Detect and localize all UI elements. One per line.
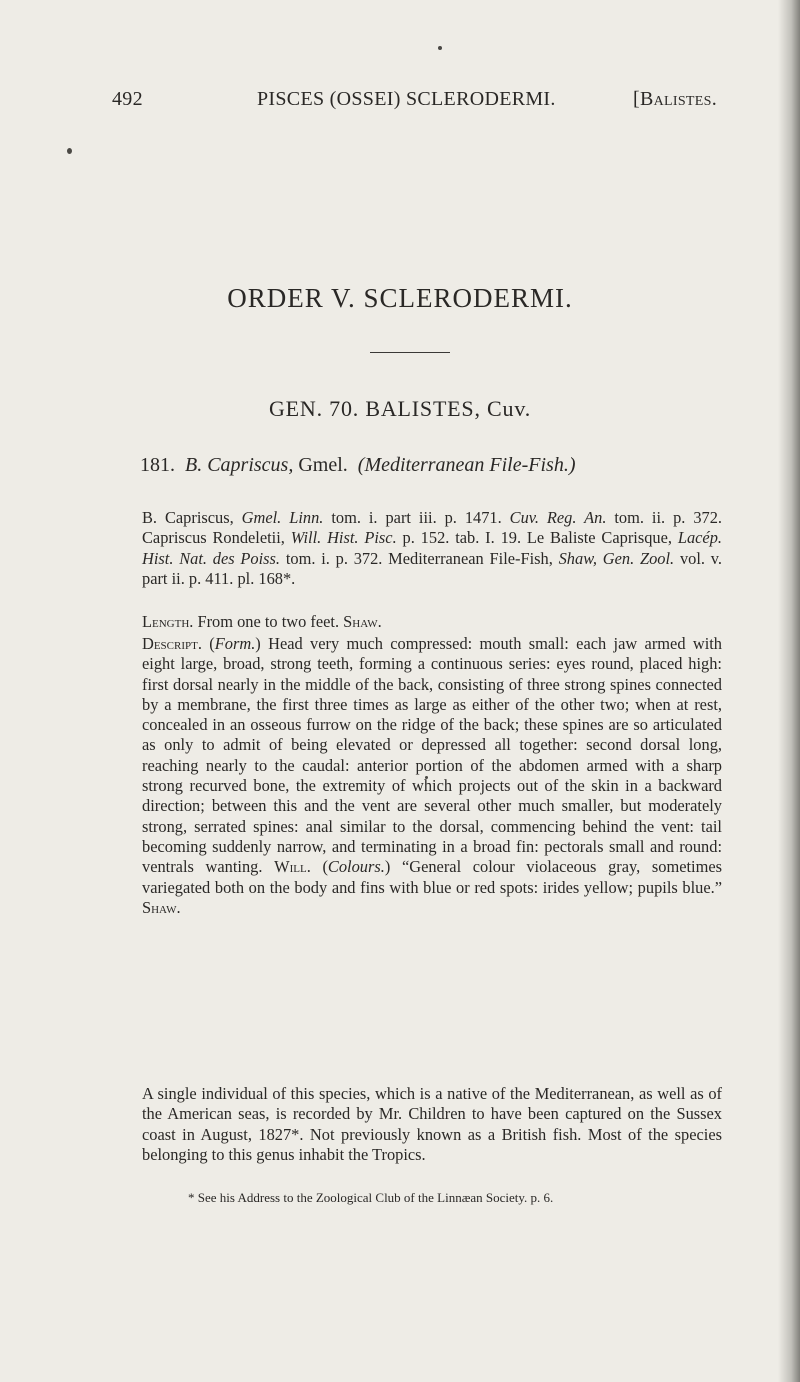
- note-paragraph: A single individual of this species, which is a native of the Mediterranean, as well as of the American seas, is recorded by Mr. Children to have been captured on the Sussex coast in August, 1827*. Not previously known as a British fish. Most of the species belonging to this genus inhabit the Tropics.: [142, 1084, 722, 1164]
- synonymy-run: B. Capriscus,: [142, 508, 242, 527]
- species-name: B. Capriscus,: [185, 454, 294, 476]
- description-run: ) “General colour violaceous gray, sometimes variegated both on the body and fins with blue or red spots: irides yellow; pupils blue.”: [142, 857, 723, 897]
- synonymy-run: Will. Hist. Pisc.: [290, 528, 397, 548]
- species-author: Gmel.: [298, 454, 348, 476]
- ink-speck: [438, 46, 442, 50]
- description-run: (: [201, 634, 215, 653]
- footnote: [188, 1190, 728, 1206]
- description-run: Shaw.: [142, 897, 181, 917]
- description-run: Colours.: [327, 857, 385, 877]
- synonymy-run: p. 152. tab. I. 19. Le Baliste Caprisque,: [396, 528, 678, 548]
- description-run: Descript.: [142, 634, 202, 653]
- running-head: [112, 88, 717, 118]
- footnote-run: p. 6.: [527, 1190, 554, 1205]
- description-run: Will.: [274, 857, 311, 877]
- page-number: 492: [112, 88, 143, 110]
- synonymy-paragraph: [142, 508, 722, 589]
- length-run: Shaw.: [343, 612, 382, 631]
- species-number: 181.: [140, 454, 175, 476]
- running-head-title: PISCES (OSSEI) SCLERODERMI.: [257, 88, 556, 110]
- species-heading: [140, 454, 576, 477]
- footnote-run: Address to the Zoological Club of the Linnæan Society.: [237, 1190, 528, 1205]
- divider-rule: [370, 352, 450, 353]
- synonymy-run: tom. i. part iii. p. 1471.: [323, 508, 510, 527]
- running-head-genus: [Balistes.: [633, 88, 717, 110]
- description-paragraph: [142, 634, 722, 918]
- footnote-run: * See his: [188, 1190, 238, 1205]
- ink-speck: [67, 148, 72, 154]
- synonymy-run: Cuv. Reg. An.: [509, 508, 607, 527]
- synonymy-run: vol. v. part ii. p. 411. pl. 168*.: [142, 548, 722, 588]
- length-paragraph: [142, 612, 722, 632]
- synonymy-run: Shaw, Gen. Zool.: [558, 548, 675, 568]
- synonymy-run: Gmel. Linn.: [241, 508, 324, 527]
- description-run: Form.: [214, 634, 256, 653]
- length-run: From one to two feet.: [193, 612, 344, 631]
- genus-heading: GEN. 70. BALISTES, Cuv.: [268, 396, 532, 421]
- synonymy-run: tom. ii. p. 372. Capriscus Rondeletii,: [142, 508, 722, 548]
- description-run: (: [310, 857, 328, 877]
- order-title: ORDER V. SCLERODERMI.: [227, 283, 573, 313]
- species-common-name: (Mediterranean File-Fish.): [357, 454, 576, 476]
- page-edge-shadow: [778, 0, 800, 1382]
- length-run: Length.: [142, 612, 194, 631]
- synonymy-run: tom. i. p. 372. Mediterranean File-Fish,: [280, 548, 559, 568]
- synonymy-run: Lacép. Hist. Nat. des Poiss.: [142, 528, 722, 568]
- genus-title: [0, 396, 800, 422]
- description-run: ) Head very much compressed: mouth small: each jaw armed with eight large, broad, strong teeth, forming a continuous series: eyes round, placed high: first dorsal nearly in the middle of the back, consisting of three strong spines connected by a membrane, the first three times as large as either of the other two; when at rest, concealed in an osseous furrow on the ridge of the back; these spines are so articulated as only to admit of being elevated or depressed all together: second dorsal long, reaching nearly to the caudal: anterior portion of the abdomen armed with a sharp strong recurved bone, the extremity of which projects out of the skin in a backward direction; between this and the vent are several other much smaller, but moderately strong, serrated spines: anal similar to the dorsal, commencing behind the vent: tail becoming suddenly narrow, and terminating in a broad fin: pectorals small and round: ventrals wanting.: [142, 634, 722, 877]
